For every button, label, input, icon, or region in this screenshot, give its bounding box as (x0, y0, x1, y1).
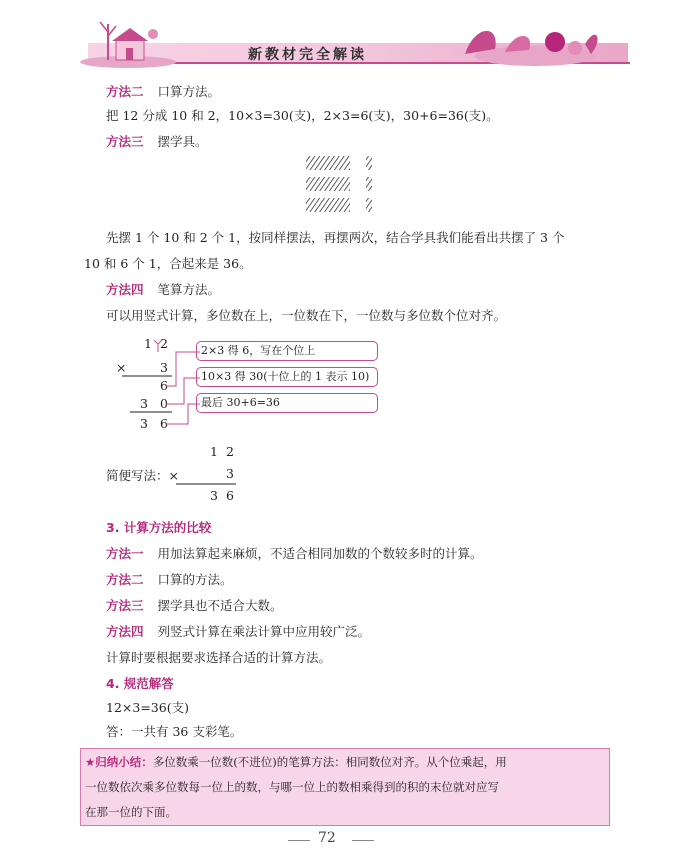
summary-line-3: 在那一位的下面。 (85, 805, 177, 819)
vertical-digit: 3 (140, 396, 148, 411)
method-label: 方法一 (106, 546, 144, 561)
method-text: 口算方法。 (157, 84, 221, 99)
method-text: 用加法算起来麻烦，不适合相同加数的个数较多时的计算。 (157, 546, 483, 561)
vertical-note-1: 2×3 得 6，写在个位上 (196, 341, 378, 361)
section3-method3 (106, 596, 283, 614)
summary-line-1 (85, 754, 507, 770)
vertical-calc-lines (110, 334, 200, 434)
vertical-digit: 6 (160, 378, 168, 393)
method4-heading (106, 280, 220, 298)
summary-box (80, 748, 610, 826)
method-text: 口算的方法。 (157, 572, 233, 587)
simple-digit: 3 (226, 466, 234, 481)
section3-method2 (106, 570, 233, 588)
method4-line: 可以用竖式计算，多位数在上，一位数在下，一位数与多位数个位对齐。 (106, 308, 507, 323)
simple-calc-line (176, 482, 236, 486)
summary-text: 多位数乘一位数(不进位)的笔算方法：相同数位对齐。从个位乘起，用 (152, 755, 507, 769)
page-number-dash-right (352, 840, 374, 841)
method-text: 摆学具。 (157, 134, 208, 149)
method-label: 方法三 (106, 134, 144, 149)
simple-digit: 3 (210, 488, 218, 503)
header-title: 新教材完全解读 (248, 47, 367, 63)
simple-label: 简便写法：× (106, 468, 179, 483)
counting-sticks-icon (306, 154, 382, 216)
vertical-note-2: 10×3 得 30(十位上的 1 表示 10) (196, 367, 378, 387)
vertical-digit: 3 (160, 360, 168, 375)
method3-heading (106, 132, 208, 150)
method-text: 列竖式计算在乘法计算中应用较广泛。 (157, 624, 371, 639)
section4-equation: 12×3=36(支) (106, 700, 189, 715)
page-number-dash-left (288, 840, 310, 841)
simple-digit: 2 (226, 444, 234, 459)
vertical-times-sign: × (116, 360, 127, 375)
method2-heading (106, 82, 220, 100)
method2-line: 把 12 分成 10 和 2，10×3=30(支)，2×3=6(支)，30+6=36(支)。 (106, 108, 499, 123)
simple-digit: 1 (210, 444, 218, 459)
method-text: 摆学具也不适合大数。 (157, 598, 283, 613)
section3-method1 (106, 544, 483, 562)
method-label: 方法四 (106, 624, 144, 639)
section3-method4 (106, 622, 370, 640)
vertical-note-3: 最后 30+6=36 (196, 393, 378, 413)
method-label: 方法二 (106, 572, 144, 587)
method-label: 方法四 (106, 282, 144, 297)
section3-title: 3. 计算方法的比较 (106, 520, 212, 535)
vertical-digit: 6 (160, 416, 168, 431)
explanation-line-1: 先摆 1 个 10 和 2 个 1，按同样摆法，再摆两次，结合学具我们能看出共摆了 3 个 (106, 230, 565, 245)
simple-digit: 6 (226, 488, 234, 503)
vertical-digit: 0 (160, 396, 168, 411)
explanation-line-2: 10 和 6 个 1，合起来是 36。 (84, 256, 252, 271)
house-tree-decoration-icon (78, 10, 178, 68)
method-label: 方法三 (106, 598, 144, 613)
vertical-digit: 3 (140, 416, 148, 431)
section4-answer: 答：一共有 36 支彩笔。 (106, 724, 243, 739)
vertical-digit: 2 (160, 336, 168, 351)
section4-title: 4. 规范解答 (106, 676, 174, 691)
section3-conclusion: 计算时要根据要求选择合适的计算方法。 (106, 650, 332, 665)
vertical-digit: 1 (144, 336, 152, 351)
summary-label: ★归纳小结： (85, 755, 153, 769)
method-label: 方法二 (106, 84, 144, 99)
page-number: 72 (318, 830, 336, 846)
method-text: 笔算方法。 (157, 282, 221, 297)
flower-decoration-icon (445, 14, 605, 68)
summary-line-2: 一位数依次乘多位数每一位上的数，与哪一位上的数相乘得到的积的末位就对应写 (85, 780, 499, 794)
